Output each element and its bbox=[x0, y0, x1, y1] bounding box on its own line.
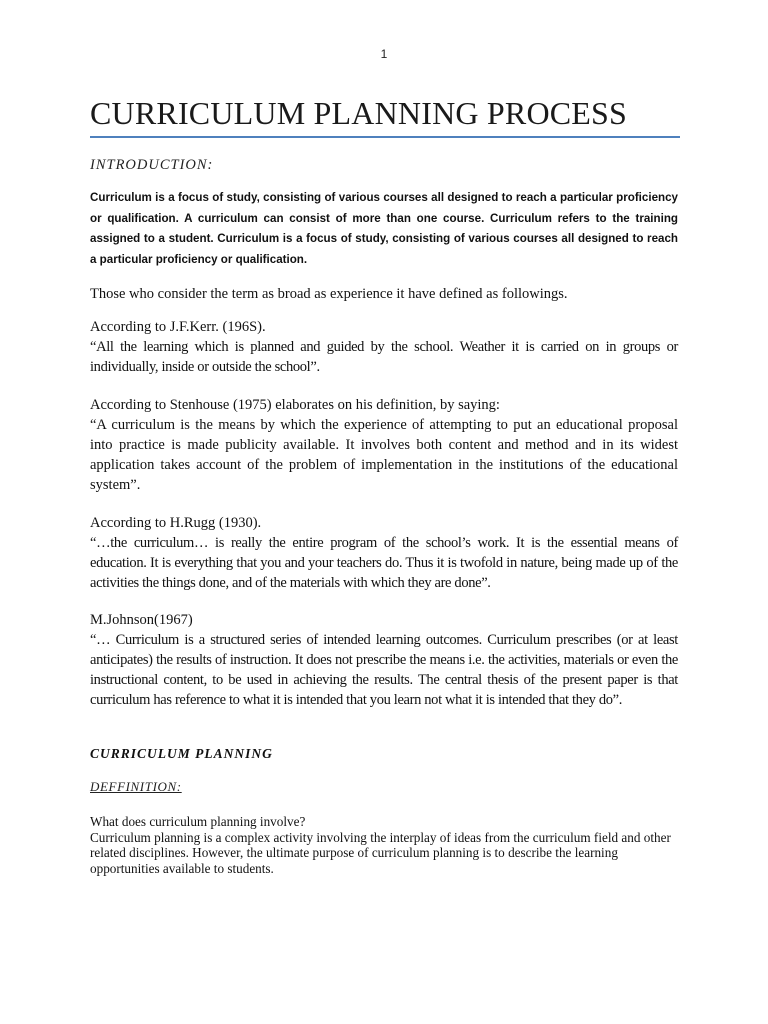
definition-quote-rugg: “…the curriculum… is really the entire program of the school’s work. It is the essential means of education. It is everything that you and your teachers do. Thus it is twofold in nature, being made up of the activities the things done, and of the materials with which they are done”. bbox=[90, 535, 678, 591]
definition-text-block bbox=[90, 814, 680, 876]
introduction-paragraph: Curriculum is a focus of study, consisting of various courses all designed to reach a particular proficiency or qualification. A curriculum can consist of more than one course. Curriculum refers to the training assigned to a student. Curriculum is a focus of study, consisting of various courses all designed to reach a particular proficiency or qualification. bbox=[90, 191, 678, 266]
definition-quote-stenhouse: “A curriculum is the means by which the experience of attempting to put an educational proposal into practice is made publicity available. It involves both content and method and in its widest application takes account of the problem of implementation in the institutions of the educational system”. bbox=[90, 417, 678, 493]
definition-author-kerr: According to J.F.Kerr. (196S). bbox=[90, 319, 266, 335]
definition-answer: Curriculum planning is a complex activity involving the interplay of ideas from the curriculum field and other related disciplines. However, the ultimate purpose of curriculum planning is to describe the learning opportunities available to students. bbox=[90, 829, 671, 876]
page-number: 1 bbox=[380, 47, 388, 61]
definition-author-johnson: M.Johnson(1967) bbox=[90, 612, 193, 628]
definition-subheading: DEFFINITION: bbox=[90, 779, 182, 794]
definition-quote-johnson: “… Curriculum is a structured series of intended learning outcomes. Curriculum prescribes (or at least anticipates) the results of instruction. It does not prescribe the means i.e. the activities, materials or even the instructional content, to be used in achieving the results. The central thesis of the present paper is that curriculum has reference to what it is intended that you learn not what it is intended that they do”. bbox=[90, 632, 678, 708]
introduction-heading: INTRODUCTION: bbox=[90, 157, 214, 173]
definition-author-rugg: According to H.Rugg (1930). bbox=[90, 515, 262, 531]
definition-question: What does curriculum planning involve? bbox=[90, 814, 306, 829]
title-underline-rule bbox=[90, 136, 680, 138]
definition-quote-kerr: “All the learning which is planned and guided by the school. Weather it is carried on in groups or individually, inside or outside the school”. bbox=[90, 339, 678, 375]
page-title: CURRICULUM PLANNING PROCESS bbox=[90, 95, 628, 131]
definition-author-stenhouse: According to Stenhouse (1975) elaborates on his definition, by saying: bbox=[90, 397, 500, 413]
broad-statement: Those who consider the term as broad as experience it have defined as followings. bbox=[90, 286, 568, 302]
curriculum-planning-heading: CURRICULUM PLANNING bbox=[90, 746, 273, 761]
